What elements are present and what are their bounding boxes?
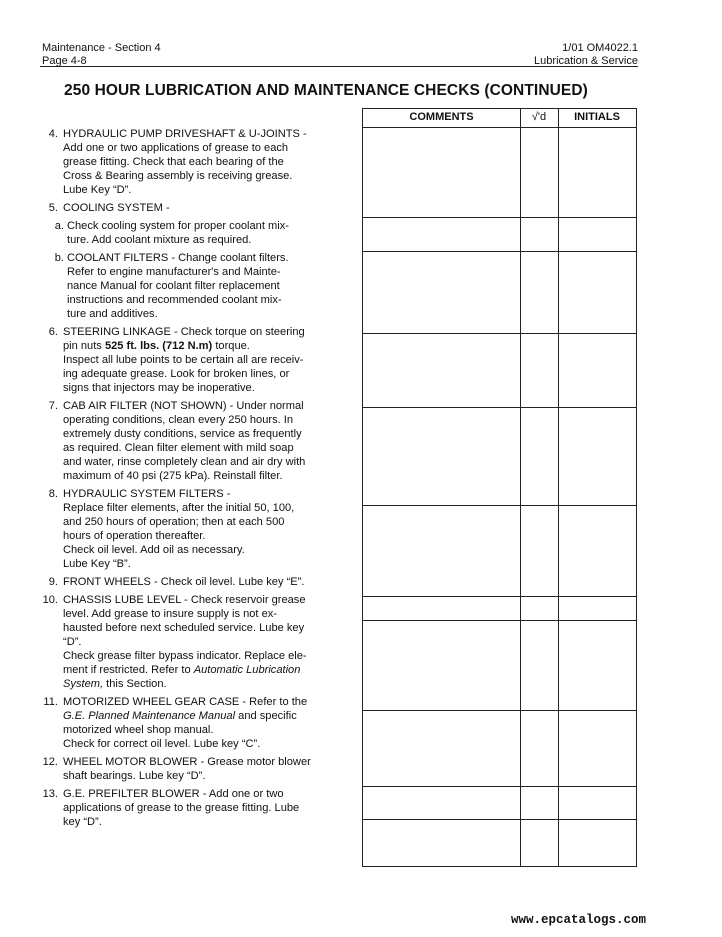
item-text-line: Check cooling system for proper coolant mix- [67,220,289,232]
item-text-line: “D”. [63,636,82,648]
item-text-line: Cross & Bearing assembly is receiving grease. [63,170,293,182]
item-number: 11. [43,696,58,708]
column-header-initials: INITIALS [574,111,620,123]
item-text-line [63,677,320,691]
item-text-line: HYDRAULIC SYSTEM FILTERS - [63,488,231,500]
list-item [44,593,320,691]
table-column-divider [520,109,521,866]
item-text-line: hours of operation thereafter. [63,530,206,542]
item-text-line: applications of grease to the grease fitting. Lube [63,802,300,814]
list-item [44,399,320,483]
table-row [363,407,636,408]
item-number: a. [54,220,64,232]
torque-value: 525 ft. lbs. (712 N.m) [104,340,213,352]
item-text-line: maximum of 40 psi (275 kPa). Reinstall filter. [63,470,283,482]
table-row [363,620,636,621]
table-row [363,596,636,597]
item-text-line: Refer to engine manufacturer's and Mainte- [67,266,281,278]
page-header-right [534,42,638,68]
item-text-line: STEERING LINKAGE - Check torque on steering [63,326,305,338]
item-number: 10. [42,594,58,606]
list-item [44,127,320,197]
item-text-line: hausted before next scheduled service. Lube key [63,622,305,634]
item-text-line: shaft bearings. Lube key “D”. [63,770,206,782]
item-number: 7. [48,400,58,412]
item-text-line: CHASSIS LUBE LEVEL - Check reservoir grease [63,594,306,606]
item-text-line [63,709,320,723]
item-text-line: nance Manual for coolant filter replacement [67,280,280,292]
item-number: b. [54,252,64,264]
item-number: 8. [48,488,58,500]
header-rule [40,66,638,67]
list-item [44,201,320,215]
reference-title: G.E. Planned Maintenance Manual [63,710,236,722]
list-item [44,575,320,589]
item-text-line: Replace filter elements, after the initial 50, 100, [63,502,295,514]
item-number: 6. [48,326,58,338]
list-item [44,487,320,571]
item-text-line: and water, rinse completely clean and air dry with [63,456,306,468]
item-text-line: Check for correct oil level. Lube key “C”. [63,738,261,750]
list-item [44,325,320,395]
item-text-line: FRONT WHEELS - Check oil level. Lube key “E”. [63,576,305,588]
item-text-line: ture and additives. [67,308,158,320]
checklist [44,127,320,829]
list-item [44,755,320,783]
sub-item [44,251,320,321]
item-text-line [63,339,320,353]
item-number: 12. [42,756,58,768]
checklist-table [362,108,637,867]
item-text-line: Inspect all lube points to be certain all are receiv- [63,354,304,366]
item-number: 4. [48,128,58,140]
item-text-line: grease fitting. Check that each bearing of the [63,156,284,168]
item-text-line: motorized wheel shop manual. [63,724,214,736]
item-text-line: ing adequate grease. Look for broken lines, or [63,368,290,380]
column-header-checked: √'d [531,111,547,123]
item-text-line: instructions and recommended coolant mix- [67,294,282,306]
item-text-line: COOLANT FILTERS - Change coolant filters. [67,252,289,264]
item-text-line: signs that injectors may be inoperative. [63,382,255,394]
item-text: ment if restricted. Refer to [63,664,191,676]
table-column-divider [558,109,559,866]
item-text-line: HYDRAULIC PUMP DRIVESHAFT & U-JOINTS - [63,128,307,140]
item-text-line: Check oil level. Add oil as necessary. [63,544,245,556]
table-row [363,505,636,506]
item-number: 5. [48,202,58,214]
item-text: pin nuts [63,340,102,352]
document-id: 1/01 OM4022.1 [562,42,638,54]
item-text-line: Lube Key “D”. [63,184,132,196]
sub-item [44,219,320,247]
item-text-line: ture. Add coolant mixture as required. [67,234,252,246]
watermark: www.epcatalogs.com [511,913,647,927]
table-row [363,251,636,252]
topic-label: Lubrication & Service [534,55,638,67]
table-row [363,127,636,128]
item-number: 9. [48,576,58,588]
item-text: this Section. [106,678,167,690]
item-text-line: WHEEL MOTOR BLOWER - Grease motor blower [63,756,311,768]
table-row [363,819,636,820]
item-text-line: key “D”. [63,816,102,828]
table-row [363,710,636,711]
item-text-line: COOLING SYSTEM - [63,202,170,214]
page-number: Page 4-8 [42,55,87,67]
reference-title: Automatic Lubrication [193,664,301,676]
table-row [363,333,636,334]
list-item [44,787,320,829]
item-text-line: MOTORIZED WHEEL GEAR CASE - Refer to the [63,696,308,708]
item-text-line: G.E. PREFILTER BLOWER - Add one or two [63,788,284,800]
item-number: 13. [42,788,58,800]
page-title: 250 HOUR LUBRICATION AND MAINTENANCE CHECKS (CONTINUED) [64,82,588,99]
item-text-line: as required. Clean filter element with mild soap [63,442,294,454]
item-text: torque. [215,340,250,352]
page-header-left [42,42,161,68]
item-text: and specific [238,710,297,722]
item-text-line: level. Add grease to insure supply is not ex- [63,608,277,620]
item-text-line: and 250 hours of operation; then at each 500 [63,516,285,528]
item-text-line: CAB AIR FILTER (NOT SHOWN) - Under normal [63,400,304,412]
list-item [44,695,320,751]
reference-title: System, [63,678,104,690]
column-header-comments: COMMENTS [409,111,474,123]
item-text-line: Check grease filter bypass indicator. Replace ele- [63,650,307,662]
table-row [363,786,636,787]
item-text-line [63,663,320,677]
item-text-line: Add one or two applications of grease to each [63,142,289,154]
item-text-line: extremely dusty conditions, service as frequently [63,428,302,440]
item-text-line: operating conditions, clean every 250 hours. In [63,414,294,426]
table-row [363,217,636,218]
item-text-line: Lube Key “B”. [63,558,131,570]
section-label: Maintenance - Section 4 [42,42,161,54]
